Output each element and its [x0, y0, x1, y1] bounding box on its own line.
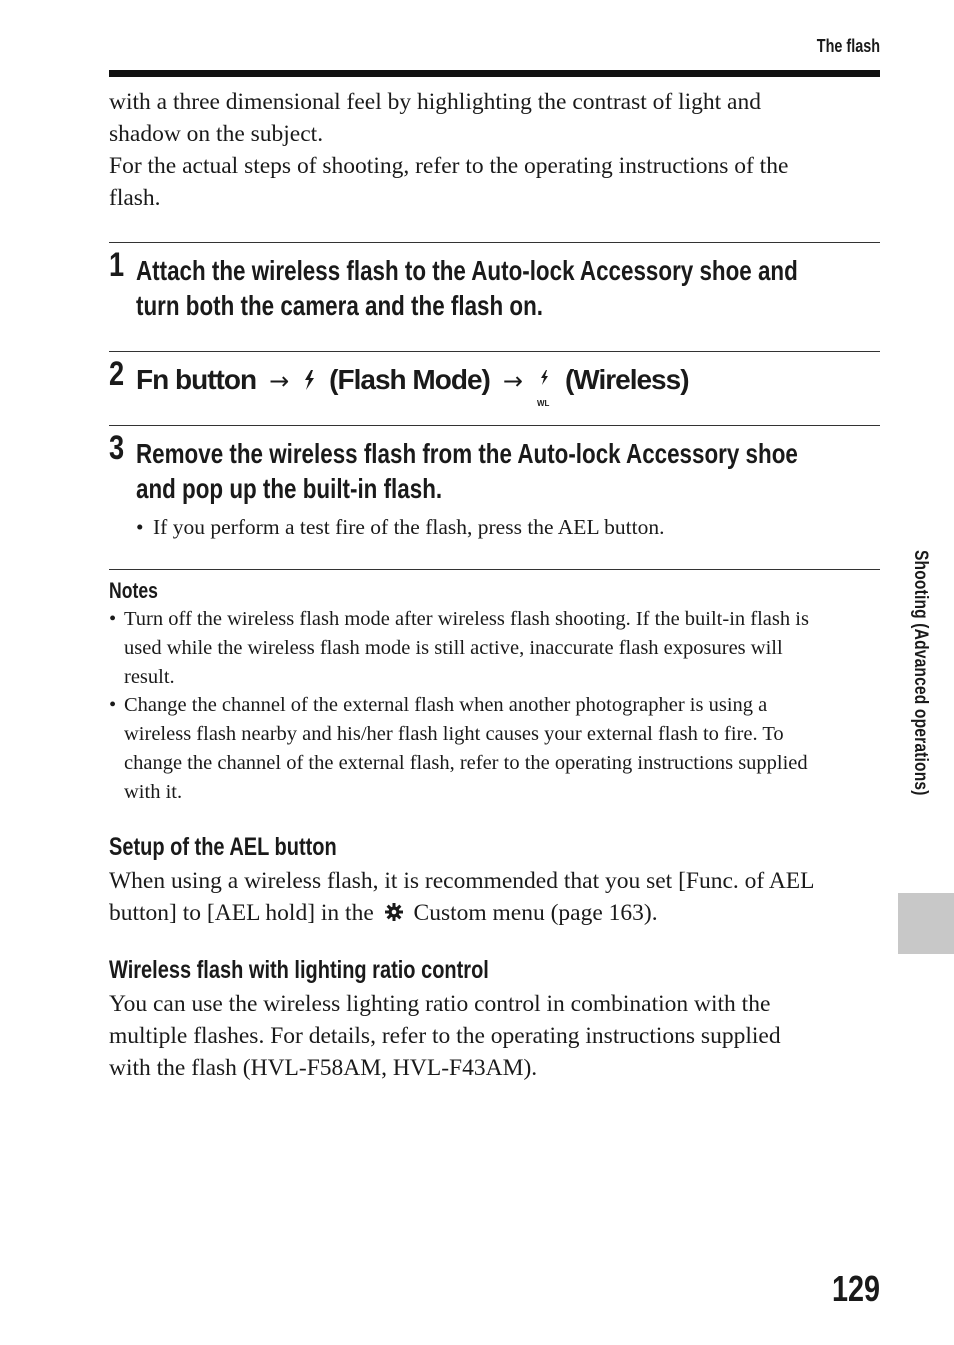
section-heading: Setup of the AEL button [109, 833, 337, 861]
note-item: • Turn off the wireless flash mode after wireless flash shooting. If the built-in flash is used while the wireless flash mode is still active, inaccurate flash exposures will result. [109, 605, 880, 692]
notes-divider [109, 569, 880, 570]
intro-line: shadow on the subject. [109, 121, 324, 147]
section-heading: Wireless flash with lighting ratio control [109, 956, 489, 984]
section-body: When using a wireless flash, it is recommended that you set [Func. of AEL button] to [AEL hold] in the Custom menu (page 163). [109, 865, 880, 931]
header-rule [109, 70, 880, 77]
bullet-icon: • [136, 515, 144, 539]
step-3 [109, 425, 880, 504]
wireless-flash-label: WL [536, 398, 550, 408]
intro-line: For the actual steps of shooting, refer to the operating instructions of the [109, 153, 789, 179]
step-instruction: Remove the wireless flash from the Auto-lock Accessory shoe and pop up the built-in flash. [136, 438, 798, 504]
intro-line: flash. [109, 185, 161, 211]
step-2 [109, 351, 880, 408]
intro-line: with a three dimensional feel by highlighting the contrast of light and [109, 89, 761, 115]
custom-gear-icon [384, 899, 404, 931]
arrow-icon: → [269, 367, 290, 395]
step-instruction: Attach the wireless flash to the Auto-lock Accessory shoe and turn both the camera and the flash on. [136, 255, 798, 321]
step-number: 3 [109, 429, 125, 467]
step-divider [109, 351, 880, 352]
arrow-icon: → [502, 367, 523, 395]
bullet-icon: • [109, 608, 117, 630]
page-number: 129 [831, 1268, 880, 1309]
step-3-tip: • If you perform a test fire of the flash, press the AEL button. [136, 515, 665, 539]
chapter-thumb-tab [898, 893, 954, 954]
running-header: The flash [816, 36, 880, 56]
flash-icon [302, 365, 316, 400]
step-divider [109, 242, 880, 243]
step-divider [109, 425, 880, 426]
step-number: 1 [109, 246, 125, 284]
step-number: 2 [109, 355, 125, 393]
wireless-flash-icon [536, 369, 552, 408]
bullet-icon: • [109, 694, 117, 716]
section-body: You can use the wireless lighting ratio control in combination with the multiple flashes. For details, refer to the operating instructions supplied with the flash (HVL-F58AM, HVL-F43AM). [109, 991, 781, 1081]
intro-paragraph [109, 86, 880, 214]
notes-heading: Notes [109, 578, 158, 603]
note-item: • Change the channel of the external flash when another photographer is using a wireless flash nearby and his/her flash light causes your external flash to fire. To change the channel of the external flash, refer to the operating instructions supplied with it. [109, 691, 880, 807]
step-instruction: Fn button → (Flash Mode) → WL (Wireless) [136, 362, 876, 400]
step-1 [109, 242, 880, 321]
chapter-side-label: Shooting (Advanced operations) [910, 550, 931, 796]
